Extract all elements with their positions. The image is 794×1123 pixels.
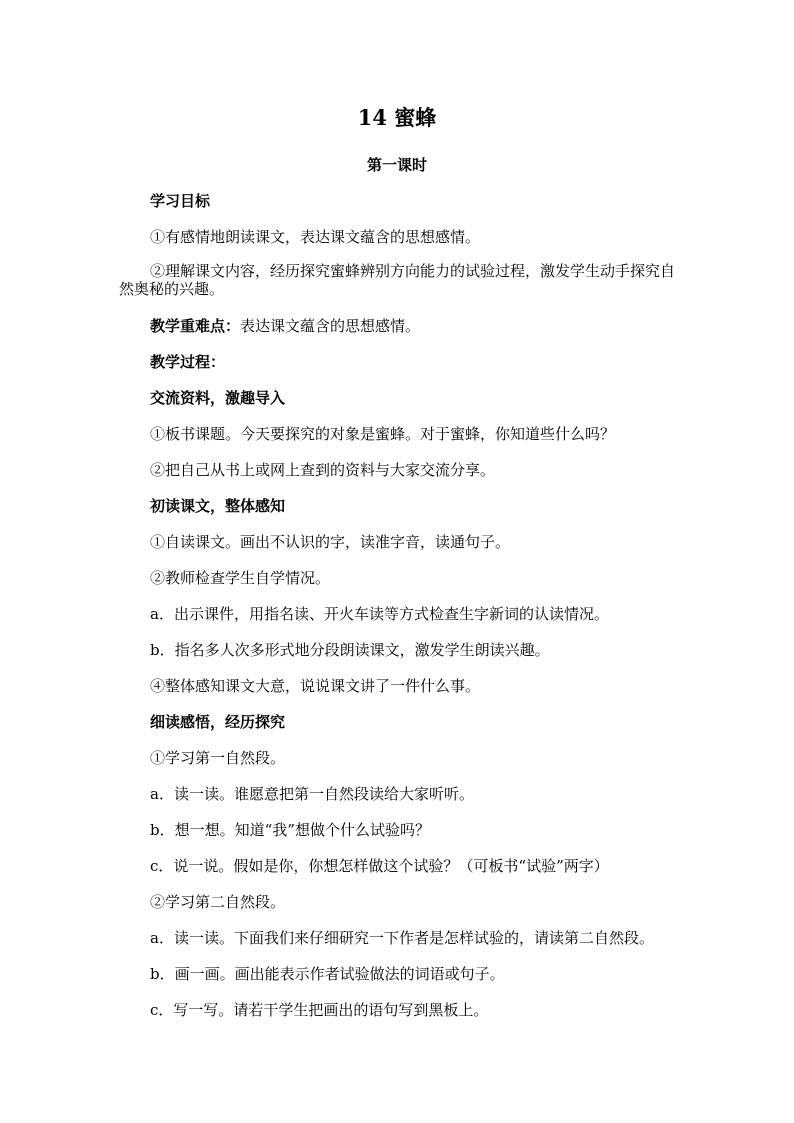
lesson-title: 14 蜜蜂 [357,105,437,130]
list-item: ④整体感知课文大意，说说课文讲了一件什么事。 [150,677,481,695]
list-item: ②教师检查学生自学情况。 [150,569,331,587]
list-item: a．出示课件，用指名读、开火车读等方式检查生字新词的认读情况。 [150,605,609,623]
list-item: ②学习第二自然段。 [150,893,286,911]
list-item: ①学习第一自然段。 [150,749,286,767]
goal-item-1: ①有感情地朗读课文，表达课文蕴含的思想感情。 [150,228,481,246]
list-item: ②把自己从书上或网上查到的资料与大家交流分享。 [150,461,496,479]
focus-label: 教学重难点： [150,317,241,335]
section-heading-3: 细读感悟，经历探究 [150,713,286,731]
list-item: a．读一读。谁愿意把第一自然段读给大家听听。 [150,785,474,803]
list-item: b．指名多人次多形式地分段朗读课文，激发学生朗读兴趣。 [150,641,550,659]
section-heading-2: 初读课文，整体感知 [150,497,286,515]
section-heading-1: 交流资料，激趣导入 [150,389,286,407]
goal-item-2: ②理解课文内容，经历探究蜜蜂辨别方向能力的试验过程，激发学生动手探究自然奥秘的兴趣。 [119,262,676,298]
lesson-subtitle: 第一课时 [366,156,427,174]
list-item: ①自读课文。画出不认识的字，读准字音，读通句子。 [150,533,511,551]
list-item: b．画一画。画出能表示作者试验做法的词语或句子。 [150,965,505,983]
list-item: c．写一写。请若干学生把画出的语句写到黑板上。 [150,1001,489,1019]
list-item: ①板书课题。今天要探究的对象是蜜蜂。对于蜜蜂，你知道些什么吗？ [150,425,616,443]
list-item: c．说一说。假如是你，你想怎样做这个试验？（可板书“试验”两字） [150,857,609,875]
process-heading: 教学过程： [150,353,226,371]
goals-heading: 学习目标 [150,192,211,210]
focus-text: 表达课文蕴含的思想感情。 [240,317,421,335]
list-item: b．想一想。知道“我”想做个什么试验吗？ [150,821,430,839]
focus-line [150,316,710,336]
list-item: a．读一读。下面我们来仔细研究一下作者是怎样试验的，请读第二自然段。 [150,929,654,947]
